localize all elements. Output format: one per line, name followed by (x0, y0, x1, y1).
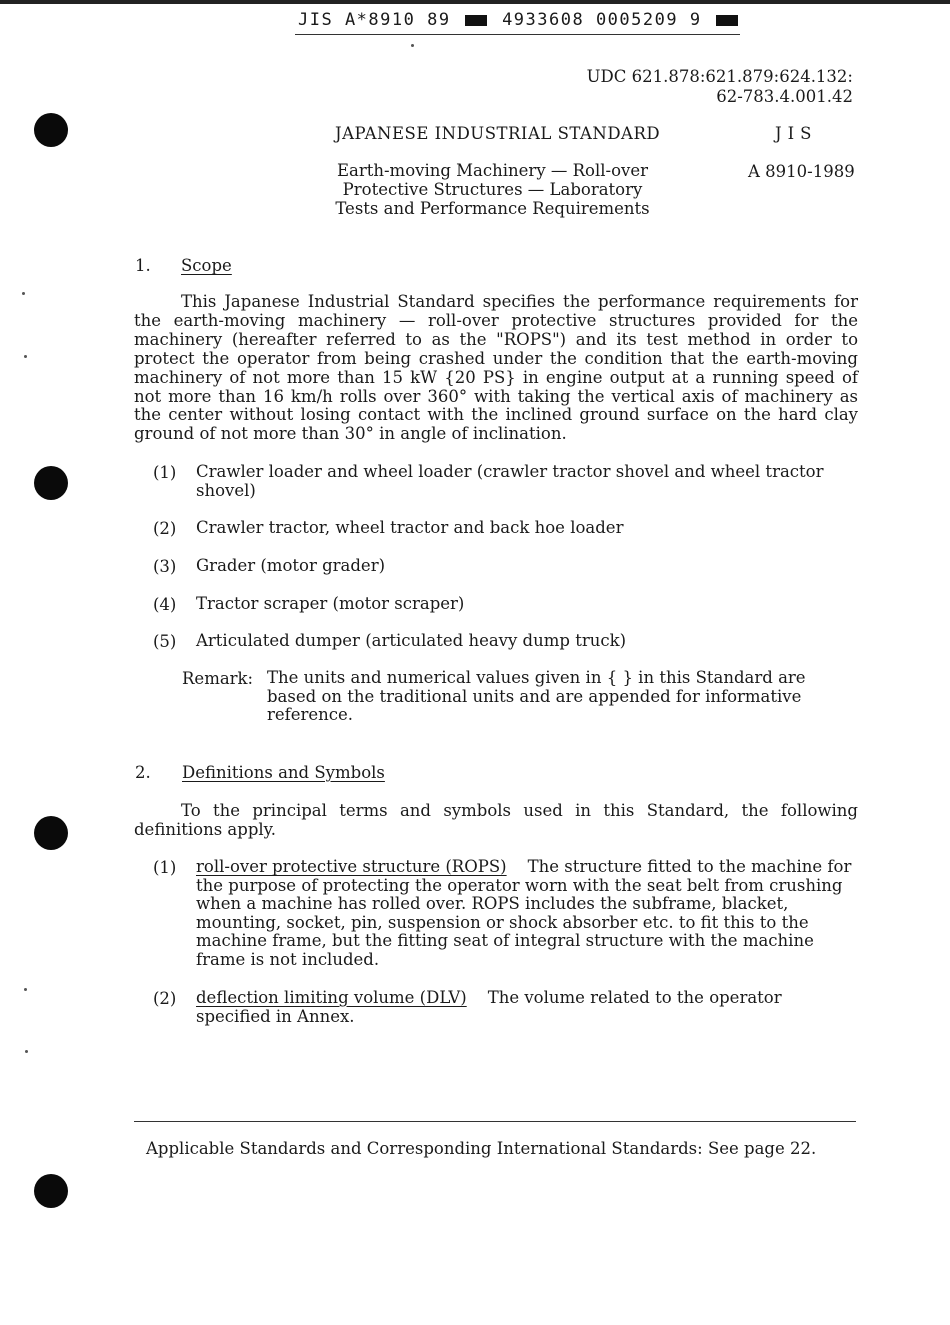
list-item-text: Grader (motor grader) (196, 556, 386, 575)
standard-name: JAPANESE INDUSTRIAL STANDARD (335, 124, 661, 143)
header-code-part2: 4933608 0005209 9 (502, 10, 702, 30)
list-item-text: Tractor scraper (motor scraper) (196, 594, 465, 613)
scan-speck (24, 988, 27, 991)
section2-heading: Definitions and Symbols (182, 763, 385, 782)
definition-text: The volume related to the operator specified in Annex. (196, 988, 782, 1026)
definition-item (196, 989, 858, 1026)
list-item-number: (3) (153, 557, 177, 576)
list-item-number: (5) (153, 632, 177, 651)
list-item-number: (1) (153, 463, 177, 482)
udc-block (560, 67, 853, 107)
jis-mark: JIS (775, 124, 818, 143)
udc-line1: UDC 621.878:621.879:624.132: (586, 67, 853, 86)
list-item-number: (4) (153, 595, 177, 614)
footnote-rule (134, 1121, 856, 1122)
remark-text: The units and numerical values given in { } in this Standard are based on the traditional units and are appended for informative reference. (267, 668, 806, 724)
document-number: A 8910-1989 (748, 162, 855, 181)
footnote: Applicable Standards and Corresponding International Standards: See page 22. (146, 1139, 817, 1158)
title-line1: Earth-moving Machinery — Roll-over (336, 161, 649, 180)
section1-heading: Scope (181, 256, 232, 275)
black-block (716, 15, 738, 26)
scan-speck (25, 1050, 28, 1053)
punch-hole (34, 466, 68, 500)
title-line3: Tests and Performance Requirements (335, 199, 650, 218)
udc-line2: 62-783.4.001.42 (716, 87, 853, 106)
scan-speck (411, 44, 414, 47)
definition-number: (2) (153, 989, 177, 1008)
definition-term: roll-over protective structure (ROPS) (196, 857, 507, 876)
list-item-text: Crawler loader and wheel loader (crawler tractor shovel and wheel tractor shovel) (196, 462, 824, 500)
definition-item (196, 858, 858, 969)
section1-paragraph (134, 293, 858, 444)
punch-hole (34, 113, 68, 147)
scan-speck (22, 292, 25, 295)
list-item-text: Crawler tractor, wheel tractor and back hoe loader (196, 518, 624, 537)
remark-label: Remark: (182, 669, 254, 688)
header-rule (295, 34, 740, 35)
title-line2: Protective Structures — Laboratory (342, 180, 643, 199)
black-block (465, 15, 487, 26)
section1-number: 1. (135, 256, 151, 275)
definition-text: The structure fitted to the machine for the purpose of protecting the operator worn with the seat belt from crushing when a machine has rolled over. ROPS includes the subframe, blacket, mounting, socket, pin, suspension or shock absorber etc. to fit this to the machine frame, but the fitting seat of integral structure with the machine frame is not included. (196, 857, 852, 969)
list-item-number: (2) (153, 519, 177, 538)
list-item-text: Articulated dumper (articulated heavy dump truck) (196, 631, 627, 650)
section1-paragraph-text: This Japanese Industrial Standard specifies the performance requirements for the earth-moving machinery — roll-over protective structures provided for the machinery (hereafter referred to as the "ROPS") and its test method in order to protect the operator from being crashed under the condition that the earth-moving machinery of not more than 15 kW {20 PS} in engine output at a running speed of not more than 16 km/h rolls over 360° with taking the vertical axis of machinery as the center without losing contact with the inclined ground surface on the hard clay ground of not more than 30° in angle of inclination. (134, 292, 858, 444)
scan-speck (24, 355, 27, 358)
section2-number: 2. (135, 763, 151, 782)
section2-paragraph-text: To the principal terms and symbols used in this Standard, the following definitions apply. (134, 801, 858, 839)
scan-top-border (0, 0, 950, 4)
definition-term: deflection limiting volume (DLV) (196, 988, 467, 1007)
document-title (330, 161, 655, 218)
section2-paragraph (134, 802, 858, 840)
punch-hole (34, 1174, 68, 1208)
document-barcode-header (298, 10, 741, 30)
definition-number: (1) (153, 858, 177, 877)
punch-hole (34, 816, 68, 850)
header-code-part1: JIS A*8910 89 (298, 10, 451, 30)
